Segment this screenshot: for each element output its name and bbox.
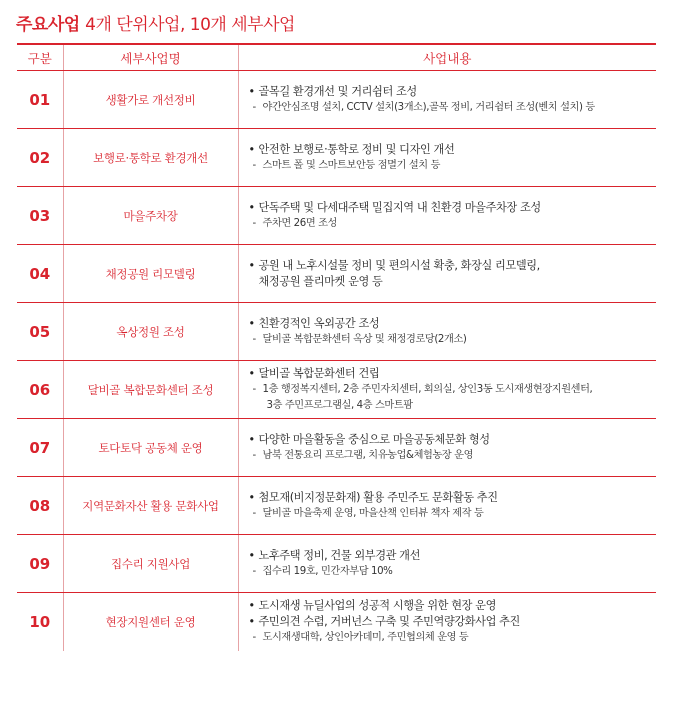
detail-line <box>249 630 657 646</box>
table-row <box>17 71 656 129</box>
line-text: 달비골 복합문화센터 옥상 및 채정경로당(2개소) <box>262 333 467 345</box>
table-row <box>17 419 656 477</box>
project-name: 현장지원센터 운영 <box>63 593 238 651</box>
project-content <box>238 593 656 651</box>
header-content: 사업내용 <box>238 44 656 71</box>
row-number: 07 <box>17 419 63 477</box>
project-name: 지역문화자산 활용 문화사업 <box>63 477 238 535</box>
bullet-mark: • <box>248 84 255 98</box>
project-content <box>238 71 656 129</box>
content-line <box>249 432 657 448</box>
line-text: 공원 내 노후시설물 정비 및 편의시설 확충, 화장실 리모델링, <box>258 258 540 272</box>
project-name: 보행로·통학로 환경개선 <box>63 129 238 187</box>
bullet-mark: - <box>252 631 256 643</box>
row-number: 09 <box>17 535 63 593</box>
table-row <box>17 361 656 419</box>
header-name: 세부사업명 <box>63 44 238 71</box>
project-content <box>238 361 656 419</box>
bullet-mark: • <box>248 614 255 628</box>
line-text: 집수리 19호, 민간자부담 10% <box>262 565 393 577</box>
line-text: 골목길 환경개선 및 거리쉼터 조성 <box>258 84 417 98</box>
bullet-mark: - <box>252 449 256 461</box>
project-name: 토다토닥 공동체 운영 <box>63 419 238 477</box>
bullet-mark: - <box>252 217 256 229</box>
project-name: 생활가로 개선정비 <box>63 71 238 129</box>
project-content <box>238 129 656 187</box>
line-text: 친환경적인 옥외공간 조성 <box>258 316 380 330</box>
row-number: 06 <box>17 361 63 419</box>
table-row <box>17 129 656 187</box>
row-number: 04 <box>17 245 63 303</box>
bullet-mark: • <box>248 316 255 330</box>
detail-line <box>249 382 657 398</box>
table-row <box>17 593 656 651</box>
detail-line <box>249 216 657 232</box>
page-heading <box>16 10 295 35</box>
bullet-mark: - <box>252 383 256 395</box>
content-line <box>249 316 657 332</box>
bullet-mark: • <box>248 598 255 612</box>
project-content <box>238 535 656 593</box>
bullet-mark: • <box>248 258 255 272</box>
detail-line <box>249 564 657 580</box>
line-text: 달비골 복합문화센터 건립 <box>258 366 380 380</box>
detail-line <box>249 506 657 522</box>
bullet-mark: • <box>248 366 255 380</box>
project-name: 옥상정원 조성 <box>63 303 238 361</box>
content-line <box>249 548 657 564</box>
project-name: 달비골 복합문화센터 조성 <box>63 361 238 419</box>
line-text: 단독주택 및 다세대주택 밀집지역 내 친환경 마을주차장 조성 <box>258 200 541 214</box>
heading-title: 주요사업 <box>16 15 80 35</box>
row-number: 08 <box>17 477 63 535</box>
line-text: 다양한 마을활동을 중심으로 마을공동체문화 형성 <box>258 432 490 446</box>
row-number: 02 <box>17 129 63 187</box>
detail-line <box>249 448 657 464</box>
detail-line <box>249 158 657 174</box>
content-line <box>249 274 657 290</box>
project-name: 집수리 지원사업 <box>63 535 238 593</box>
table-row <box>17 303 656 361</box>
project-content <box>238 187 656 245</box>
content-line <box>249 614 657 630</box>
line-text: 주민의견 수렴, 거버넌스 구축 및 주민역량강화사업 추진 <box>258 614 520 628</box>
project-content <box>238 477 656 535</box>
line-text: 채정공원 플리마켓 운영 등 <box>258 274 383 288</box>
bullet-mark: - <box>252 507 256 519</box>
bullet-mark: - <box>252 159 256 171</box>
line-text: 도시재생 뉴딜사업의 성공적 시행을 위한 현장 운영 <box>258 598 496 612</box>
line-text: 주차면 26면 조성 <box>262 217 337 229</box>
project-content <box>238 419 656 477</box>
line-text: 달비골 마을축제 운영, 마을산책 인터뷰 책자 제작 등 <box>262 507 484 519</box>
project-content <box>238 303 656 361</box>
content-line <box>249 200 657 216</box>
table-row <box>17 245 656 303</box>
bullet-mark: • <box>248 200 255 214</box>
detail-line <box>249 398 657 414</box>
row-number: 01 <box>17 71 63 129</box>
line-text: 1층 행정복지센터, 2층 주민자치센터, 회의실, 상인3동 도시재생현장지원센터, <box>262 383 593 395</box>
heading-subtitle: 4개 단위사업, 10개 세부사업 <box>85 15 295 35</box>
bullet-mark: - <box>252 565 256 577</box>
line-text: 야간안심조명 설치, CCTV 설치(3개소),골목 정비, 거리쉼터 조성(벤치 설치) 등 <box>262 101 595 113</box>
line-text: 도시재생대학, 상인아카데미, 주민협의체 운영 등 <box>262 631 469 643</box>
bullet-mark: • <box>248 490 255 504</box>
content-line <box>249 84 657 100</box>
table-row <box>17 477 656 535</box>
bullet-mark: • <box>248 142 255 156</box>
detail-line <box>249 100 657 116</box>
line-text: 첨모재(비지정문화재) 활용 주민주도 문화활동 추진 <box>258 490 498 504</box>
bullet-mark: • <box>248 548 255 562</box>
row-number: 10 <box>17 593 63 651</box>
header-no: 구분 <box>17 44 63 71</box>
line-text: 3층 주민프로그램실, 4층 스마트팜 <box>266 399 413 411</box>
line-text: 남북 전통요리 프로그램, 치유농업&체험농장 운영 <box>262 449 474 461</box>
project-name: 채정공원 리모델링 <box>63 245 238 303</box>
project-content <box>238 245 656 303</box>
table-row <box>17 187 656 245</box>
table-row <box>17 535 656 593</box>
table-body <box>17 71 656 651</box>
content-line <box>249 366 657 382</box>
table-header-row <box>17 44 656 71</box>
line-text: 스마트 폴 및 스마트보안등 점멸기 설치 등 <box>262 159 441 171</box>
row-number: 05 <box>17 303 63 361</box>
content-line <box>249 598 657 614</box>
project-name: 마을주차장 <box>63 187 238 245</box>
content-line <box>249 142 657 158</box>
projects-table <box>17 43 656 651</box>
line-text: 안전한 보행로·통학로 정비 및 디자인 개선 <box>258 142 455 156</box>
content-line <box>249 490 657 506</box>
content-line <box>249 258 657 274</box>
bullet-mark: - <box>252 101 256 113</box>
bullet-mark: • <box>248 432 255 446</box>
detail-line <box>249 332 657 348</box>
row-number: 03 <box>17 187 63 245</box>
bullet-mark: - <box>252 333 256 345</box>
line-text: 노후주택 정비, 건물 외부경관 개선 <box>258 548 420 562</box>
